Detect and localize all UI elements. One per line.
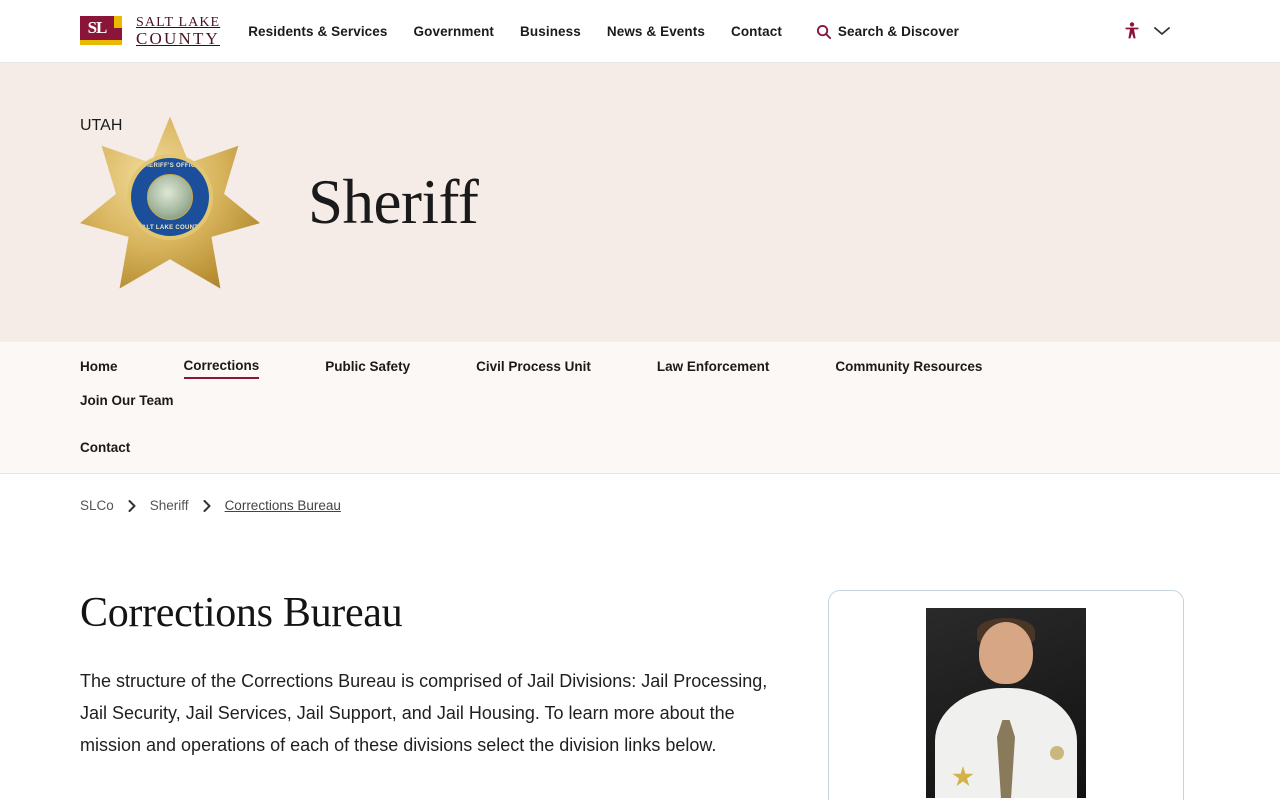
section-nav-item-join-our-team[interactable]: Join Our Team [80, 393, 174, 408]
breadcrumb-item-sheriff[interactable]: Sheriff [149, 498, 189, 513]
site-logo[interactable] [80, 14, 220, 48]
section-nav-item-law-enforcement[interactable]: Law Enforcement [656, 359, 770, 374]
nav-item-business[interactable]: Business [520, 23, 581, 39]
section-nav-item-public-safety[interactable]: Public Safety [325, 359, 411, 374]
portrait-head [979, 622, 1033, 684]
hero-banner [0, 63, 1280, 342]
badge-ring-bottom-text: SALT LAKE COUNTY [137, 225, 203, 232]
chevron-right-icon [203, 500, 211, 512]
chevron-down-icon[interactable] [1154, 26, 1170, 36]
logo-wordmark [136, 14, 220, 48]
section-nav-item-home[interactable]: Home [80, 359, 118, 374]
nav-item-government[interactable]: Government [413, 23, 495, 39]
nav-item-residents-services[interactable]: Residents & Services [248, 23, 388, 39]
staff-portrait-photo [926, 608, 1086, 798]
global-header [0, 0, 1280, 63]
badge-center-seal [127, 154, 213, 240]
nav-item-news-events[interactable]: News & Events [606, 23, 705, 39]
staff-profile-card [828, 590, 1184, 800]
nav-item-contact[interactable]: Contact [730, 23, 782, 39]
header-utilities [1124, 22, 1170, 40]
logo-wordmark-line2: COUNTY [136, 29, 221, 48]
search-and-discover-button[interactable] [816, 24, 959, 39]
accessibility-icon[interactable] [1124, 22, 1140, 40]
logo-bar-maroon [114, 28, 122, 40]
salt-lake-county-logo-icon [80, 16, 128, 46]
section-nav-item-corrections[interactable]: Corrections [184, 358, 260, 379]
hero-title: Sheriff [308, 167, 479, 237]
search-icon [816, 24, 831, 39]
primary-nav [248, 24, 959, 39]
chevron-right-icon [128, 500, 136, 512]
section-nav-item-civil-process-unit[interactable]: Civil Process Unit [476, 359, 591, 374]
main-content [0, 513, 1280, 800]
badge-ring-top-text: SHERIFF'S OFFICE [140, 163, 200, 170]
sheriff-badge-icon [80, 117, 260, 289]
state-seal-icon [147, 174, 193, 220]
breadcrumb [0, 474, 1280, 513]
section-nav-item-community-resources[interactable]: Community Resources [835, 359, 983, 374]
search-and-discover-label: Search & Discover [837, 23, 959, 39]
logo-bar-gold [114, 16, 122, 28]
section-nav-item-contact[interactable]: Contact [80, 440, 131, 455]
logo-wordmark-line1: SALT LAKE [136, 15, 221, 30]
badge-state-label: UTAH [80, 116, 123, 134]
section-nav [0, 342, 1280, 474]
logo-bar-underline [80, 40, 122, 45]
breadcrumb-item-corrections-bureau[interactable]: Corrections Bureau [224, 498, 341, 513]
logo-monogram: SL [80, 16, 114, 40]
content-column [80, 589, 780, 800]
intro-paragraph: The structure of the Corrections Bureau is comprised of Jail Divisions: Jail Processing, Jail Security, Jail Services, Jail Support, and Jail Housing. To learn more about the mission and operations of each of these divisions select the division links below. [80, 671, 768, 755]
page-title: Corrections Bureau [80, 590, 403, 636]
portrait-lapel-pin-icon [1050, 746, 1064, 760]
breadcrumb-item-slco[interactable]: SLCo [80, 498, 114, 513]
